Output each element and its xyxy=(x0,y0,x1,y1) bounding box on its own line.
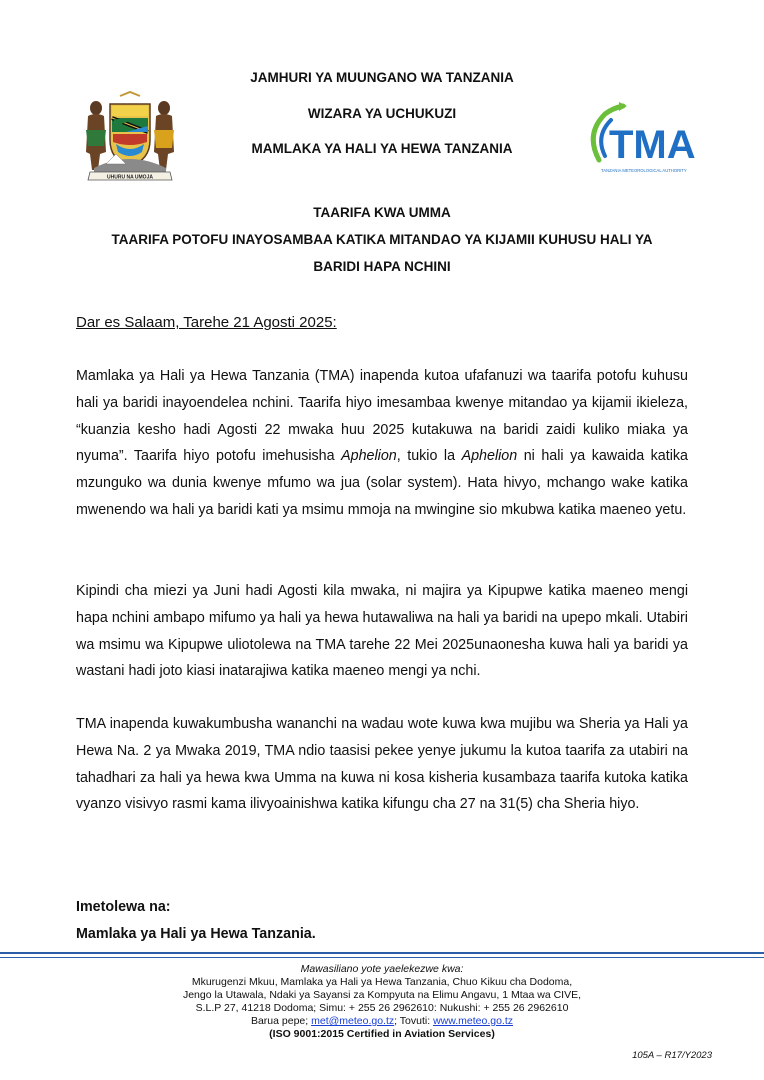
paragraph-2: Kipindi cha miezi ya Juni hadi Agosti kila mwaka, ni majira ya Kipupwe katika maeneo mengi hapa nchini ambapo mifumo ya hali ya hewa hutawaliwa na hali ya baridi na upepo mkali. Utabiri wa msimu wa Kipupwe uliotolewa na TMA tarehe 22 Mei 2025unaonesha kuwa hali ya baridi ya wastani hadi joto kiasi inatarajiwa katika maeneo mengi ya nchi. xyxy=(76,583,688,680)
footer-intro: Mawasiliano yote yaelekezwe kwa: xyxy=(300,963,464,975)
aphelion-term: Aphelion xyxy=(341,448,397,465)
issued-by-authority: Mamlaka ya Hali ya Hewa Tanzania. xyxy=(76,926,316,942)
document-title: TAARIFA KWA UMMA xyxy=(313,205,451,220)
email-label: Barua pepe; xyxy=(250,1015,312,1027)
website-link[interactable]: www.meteo.go.tz xyxy=(433,1015,514,1027)
document-subtitle-line1: TAARIFA POTOFU INAYOSAMBAA KATIKA MITANDAO YA KIJAMII KUHUSU HALI YA xyxy=(111,232,653,247)
aphelion-term: Aphelion xyxy=(461,448,518,465)
website-label: ; Tovuti: xyxy=(394,1015,434,1027)
iso-certification: (ISO 9001:2015 Certified in Aviation Services) xyxy=(269,1028,495,1040)
coat-motto-text: UHURU NA UMOJA xyxy=(107,174,153,181)
footer-address-line2: Jengo la Utawala, Ndaki ya Sayansi za Kompyuta na Elimu Angavu, 1 Mtaa wa CIVE, xyxy=(182,989,582,1001)
coat-of-arms-logo xyxy=(76,90,184,182)
document-subtitle-line2: BARIDI HAPA NCHINI xyxy=(313,259,451,274)
footer-address-line1: Mkurugenzi Mkuu, Mamlaka ya Hali ya Hewa Tanzania, Chuo Kikuu cha Dodoma, xyxy=(191,976,573,988)
header-ministry: WIZARA YA UCHUKUZI xyxy=(307,106,457,121)
dateline: Dar es Salaam, Tarehe 21 Agosti 2025: xyxy=(76,314,337,331)
paragraph-1 xyxy=(76,363,688,524)
footer-divider-thin xyxy=(0,957,764,958)
footer-address-line3: S.L.P 27, 41218 Dodoma; Simu: + 255 26 2962610: Nukushi: + 255 26 2962610 xyxy=(195,1002,569,1014)
paragraph-1-part-b: , tukio la xyxy=(396,448,462,465)
document-reference: 105A – R17/Y2023 xyxy=(632,1050,712,1061)
footer-contacts xyxy=(0,1015,764,1028)
paragraph-1-part-c: ni hali ya kawaida katika mzunguko wa dunia kwenye mfumo wa jua (solar system). Hata hivyo, mchango wake katika mwenendo wa hali ya baridi kati ya msimu mmoja na mwingine sio mkubwa katika maeneo yetu. xyxy=(76,448,689,518)
tma-logo-text: TMA xyxy=(609,123,696,167)
header-republic: JAMHURI YA MUUNGANO WA TANZANIA xyxy=(250,70,514,85)
footer-divider xyxy=(0,952,764,954)
tma-logo-subtext: TANZANIA METEOROLOGICAL AUTHORITY xyxy=(601,168,687,173)
header-authority: MAMLAKA YA HALI YA HEWA TANZANIA xyxy=(251,141,513,156)
issued-by-label: Imetolewa na: xyxy=(76,899,171,915)
paragraph-1-part-a: Mamlaka ya Hali ya Hewa Tanzania (TMA) inapenda kutoa ufafanuzi wa taarifa potofu kuhusu hali ya baridi inayoendelea nchini. Taarifa hiyo imesambaa kwenye mitandao ya kijamii ikieleza, “kuanzia kesho hadi Agosti 22 mwaka huu 2025 kutakuwa na baridi zaidi kuliko miaka ya nyuma”. Taarifa hiyo potofu imehusisha xyxy=(76,368,688,465)
paragraph-3: TMA inapenda kuwakumbusha wananchi na wadau wote kuwa kwa mujibu wa Sheria ya Hali ya Hewa Na. 2 ya Mwaka 2019, TMA ndio taasisi pekee yenye jukumu la kutoa taarifa za utabiri na tahadhari za hali ya hewa kwa Umma na kuwa ni kosa kisheria kusambaza taarifa kutoka katika vyanzo visivyo rasmi kama ilivyoainishwa katika kifungu cha 27 na 31(5) cha Sheria hiyo. xyxy=(76,716,688,813)
email-link[interactable]: met@meteo.go.tz xyxy=(311,1015,395,1027)
